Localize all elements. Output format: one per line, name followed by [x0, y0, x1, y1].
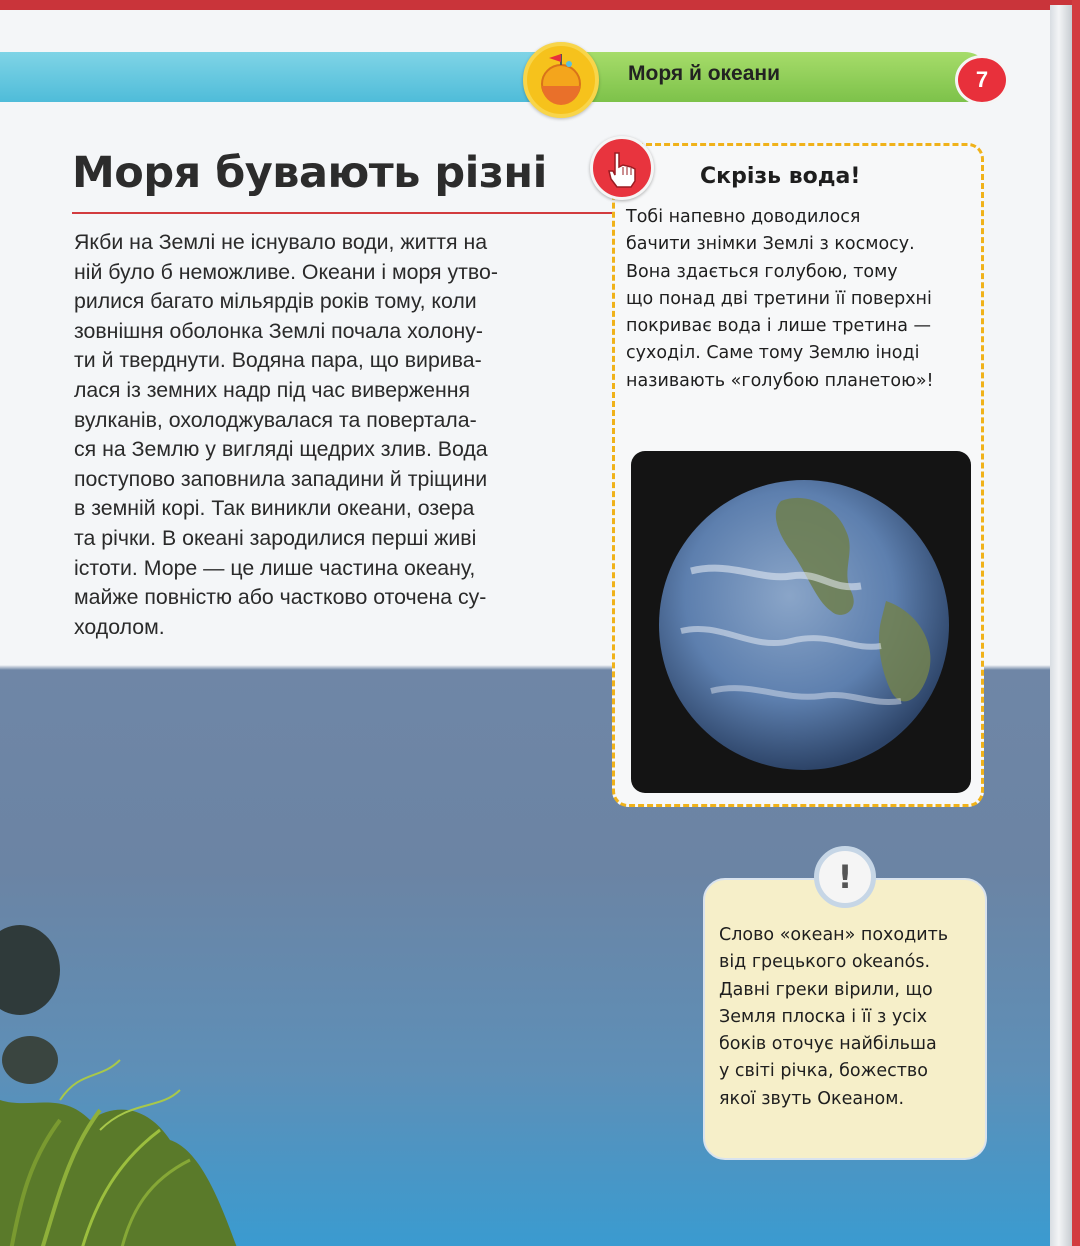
- article-line: в земній корі. Так виникли океани, озера: [74, 496, 475, 521]
- info-line: називають «голубою планетою»!: [626, 370, 934, 391]
- article-line: лася із земних надр під час виверження: [74, 377, 471, 402]
- article-line: рилися багато мільярдів років тому, коли: [74, 289, 477, 314]
- info-line: що понад дві третини її поверхні: [626, 288, 932, 309]
- article-title: Моря бувають різні: [72, 148, 547, 198]
- info-line: покриває вода і лише третина —: [626, 316, 932, 337]
- article-line: істоти. Море — це лише частина океану,: [74, 555, 476, 580]
- article-line: ній було б неможливе. Океани і моря утво-: [74, 259, 498, 284]
- article-line: ти й тверднути. Водяна пара, що вирива-: [74, 348, 482, 373]
- fact-box-text: [719, 922, 989, 1113]
- article-line: ся на Землю у вигляді щедрих злив. Вода: [74, 437, 488, 462]
- info-box-title: Скрізь вода!: [700, 164, 861, 189]
- earth-photo: [631, 451, 971, 793]
- article-line: вулканів, охолоджувалася та повертала-: [74, 407, 477, 432]
- seaweed-illustration: [0, 910, 260, 1246]
- fact-line: боків оточує найбільша: [719, 1034, 937, 1055]
- info-line: бачити знімки Землі з космосу.: [626, 234, 915, 255]
- fact-line: якої звуть Океаном.: [719, 1088, 905, 1109]
- section-title: Моря й океани: [628, 62, 780, 85]
- page-edge: [1050, 5, 1072, 1246]
- fact-line: Давні греки вірили, що: [719, 979, 933, 1000]
- article-line: ходолом.: [74, 614, 165, 639]
- cover-edge: [1072, 0, 1080, 1246]
- title-underline: [72, 212, 618, 214]
- info-line: Вона здається голубою, тому: [626, 261, 898, 282]
- fact-line: від грецького okeanós.: [719, 952, 931, 973]
- header-band-blue: [0, 52, 600, 102]
- page-number: 7: [955, 55, 1009, 105]
- pointing-hand-icon: [590, 136, 654, 200]
- info-box-text: [626, 204, 976, 395]
- article-line: зовнішня оболонка Землі почала холону-: [74, 318, 483, 343]
- fact-line: Земля плоска і її з усіх: [719, 1006, 928, 1027]
- article-line: майже повністю або частково оточена су-: [74, 585, 487, 610]
- exclamation-icon: !: [814, 846, 876, 908]
- fact-line: у світі річка, божество: [719, 1061, 928, 1082]
- article-line: поступово заповнила западини й тріщини: [74, 466, 488, 491]
- fact-line: Слово «океан» походить: [719, 925, 949, 945]
- info-line: суходіл. Саме тому Землю іноді: [626, 343, 920, 364]
- info-line: Тобі напевно доводилося: [626, 207, 861, 227]
- article-line: та річки. В океані зародилися перші живі: [74, 525, 477, 550]
- article-line: Якби на Землі не існувало води, життя на: [74, 230, 488, 254]
- article-body: [74, 228, 554, 642]
- buoy-icon: [523, 42, 599, 118]
